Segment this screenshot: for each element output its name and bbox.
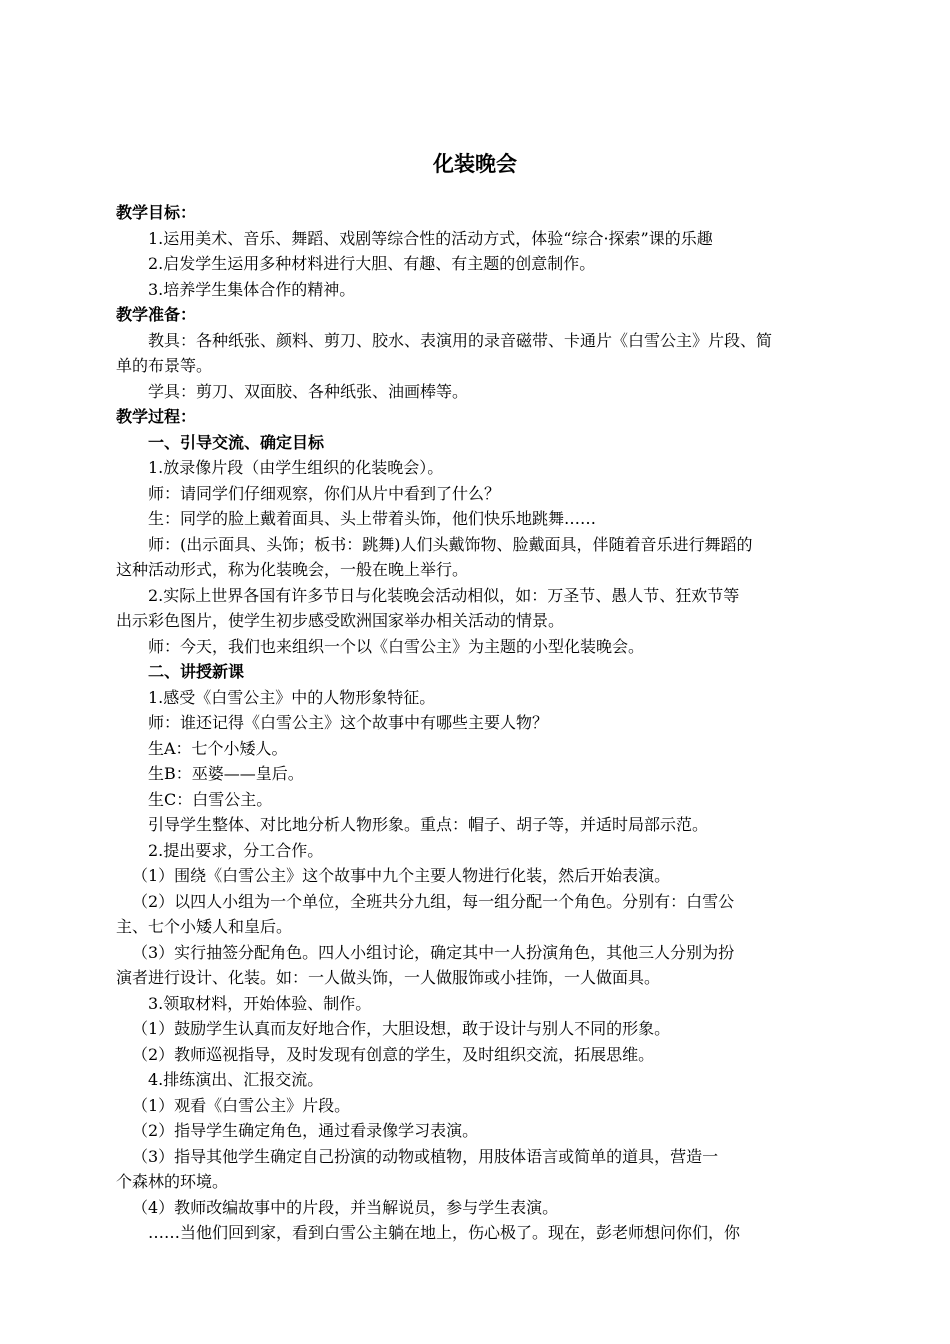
goal-item: 3.培养学生集体合作的精神。 [148, 279, 356, 299]
paragraph-line: 生B：巫婆——皇后。 [148, 764, 304, 783]
page-title: 化装晚会 [433, 152, 517, 176]
paragraph-line: 生C：白雪公主。 [148, 789, 273, 809]
paragraph-line: ……当他们回到家，看到白雪公主躺在地上，伤心极了。现在，彭老师想问你们，你 [148, 1223, 741, 1242]
paragraph-line: 师：请同学们仔细观察，你们从片中看到了什么？ [148, 483, 501, 503]
paragraph-line: （2）教师巡视指导，及时发现有创意的学生，及时组织交流，拓展思维。 [132, 1044, 655, 1064]
prep-student-line: 学具：剪刀、双面胶、各种纸张、油画棒等。 [148, 381, 469, 401]
paragraph-line: 演者进行设计、化装。如：一人做头饰，一人做服饰或小挂饰，一人做面具。 [116, 968, 661, 987]
paragraph-line: 4.排练演出、汇报交流。 [148, 1070, 324, 1089]
paragraph-line: （1）围绕《白雪公主》这个故事中九个主要人物进行化装，然后开始表演。 [132, 866, 671, 885]
paragraph-line: （4）教师改编故事中的片段，并当解说员，参与学生表演。 [132, 1197, 559, 1217]
paragraph-line: 个森林的环境。 [116, 1172, 229, 1191]
section-heading-1: 一、引导交流、确定目标 [148, 432, 325, 452]
paragraph-line: 这种活动形式，称为化装晚会，一般在晚上举行。 [116, 560, 469, 579]
paragraph-line: 2.提出要求，分工合作。 [148, 840, 324, 860]
paragraph-line: （2）指导学生确定角色，通过看录像学习表演。 [132, 1121, 479, 1140]
paragraph-line: 师：谁还记得《白雪公主》这个故事中有哪些主要人物？ [148, 713, 549, 732]
paragraph-line: （1）观看《白雪公主》片段。 [132, 1095, 351, 1115]
goal-item: 2.启发学生运用多种材料进行大胆、有趣、有主题的创意制作。 [148, 254, 596, 273]
paragraph-line: 出示彩色图片，使学生初步感受欧洲国家举办相关活动的情景。 [116, 611, 565, 630]
paragraph-line: 师：今天，我们也来组织一个以《白雪公主》为主题的小型化装晚会。 [148, 636, 645, 656]
goal-item: 1.运用美术、音乐、舞蹈、戏剧等综合性的活动方式，体验“综合·探索”课的乐趣 [148, 228, 713, 248]
paragraph-line: 生：同学的脸上戴着面具、头上带着头饰，他们快乐地跳舞…… [148, 509, 597, 528]
prep-teacher-line: 教具：各种纸张、颜料、剪刀、胶水、表演用的录音磁带、卡通片《白雪公主》片段、简 [148, 330, 773, 350]
paragraph-line: 师：(出示面具、头饰；板书：跳舞)人们头戴饰物、脸戴面具，伴随着音乐进行舞蹈的 [148, 534, 753, 554]
paragraph-line: 引导学生整体、对比地分析人物形象。重点：帽子、胡子等，并适时局部示范。 [148, 815, 709, 834]
paragraph-line: 1.感受《白雪公主》中的人物形象特征。 [148, 687, 436, 707]
prep-heading: 教学准备： [116, 305, 197, 324]
prep-teacher-line: 单的布景等。 [116, 356, 213, 375]
section-heading-2: 二、讲授新课 [148, 662, 245, 681]
paragraph-line: （3）指导其他学生确定自己扮演的动物或植物，用肢体语言或简单的道具，营造一 [132, 1146, 719, 1166]
paragraph-line: 3.领取材料，开始体验、制作。 [148, 993, 372, 1013]
paragraph-line: （1）鼓励学生认真而友好地合作，大胆设想，敢于设计与别人不同的形象。 [132, 1019, 671, 1038]
paragraph-line: 2.实际上世界各国有许多节日与化装晚会活动相似，如：万圣节、愚人节、狂欢节等 [148, 585, 740, 605]
goals-heading: 教学目标： [116, 203, 197, 222]
paragraph-line: 1.放录像片段（由学生组织的化装晚会）。 [148, 458, 444, 477]
process-heading: 教学过程： [116, 407, 197, 426]
paragraph-line: （2）以四人小组为一个单位，全班共分九组，每一组分配一个角色。分别有：白雪公 [132, 891, 735, 911]
paragraph-line: （3）实行抽签分配角色。四人小组讨论，确定其中一人扮演角色，其他三人分别为扮 [132, 942, 735, 962]
document-body [116, 200, 840, 1246]
paragraph-line: 主、七个小矮人和皇后。 [116, 917, 293, 936]
paragraph-line: 生A：七个小矮人。 [148, 738, 288, 758]
